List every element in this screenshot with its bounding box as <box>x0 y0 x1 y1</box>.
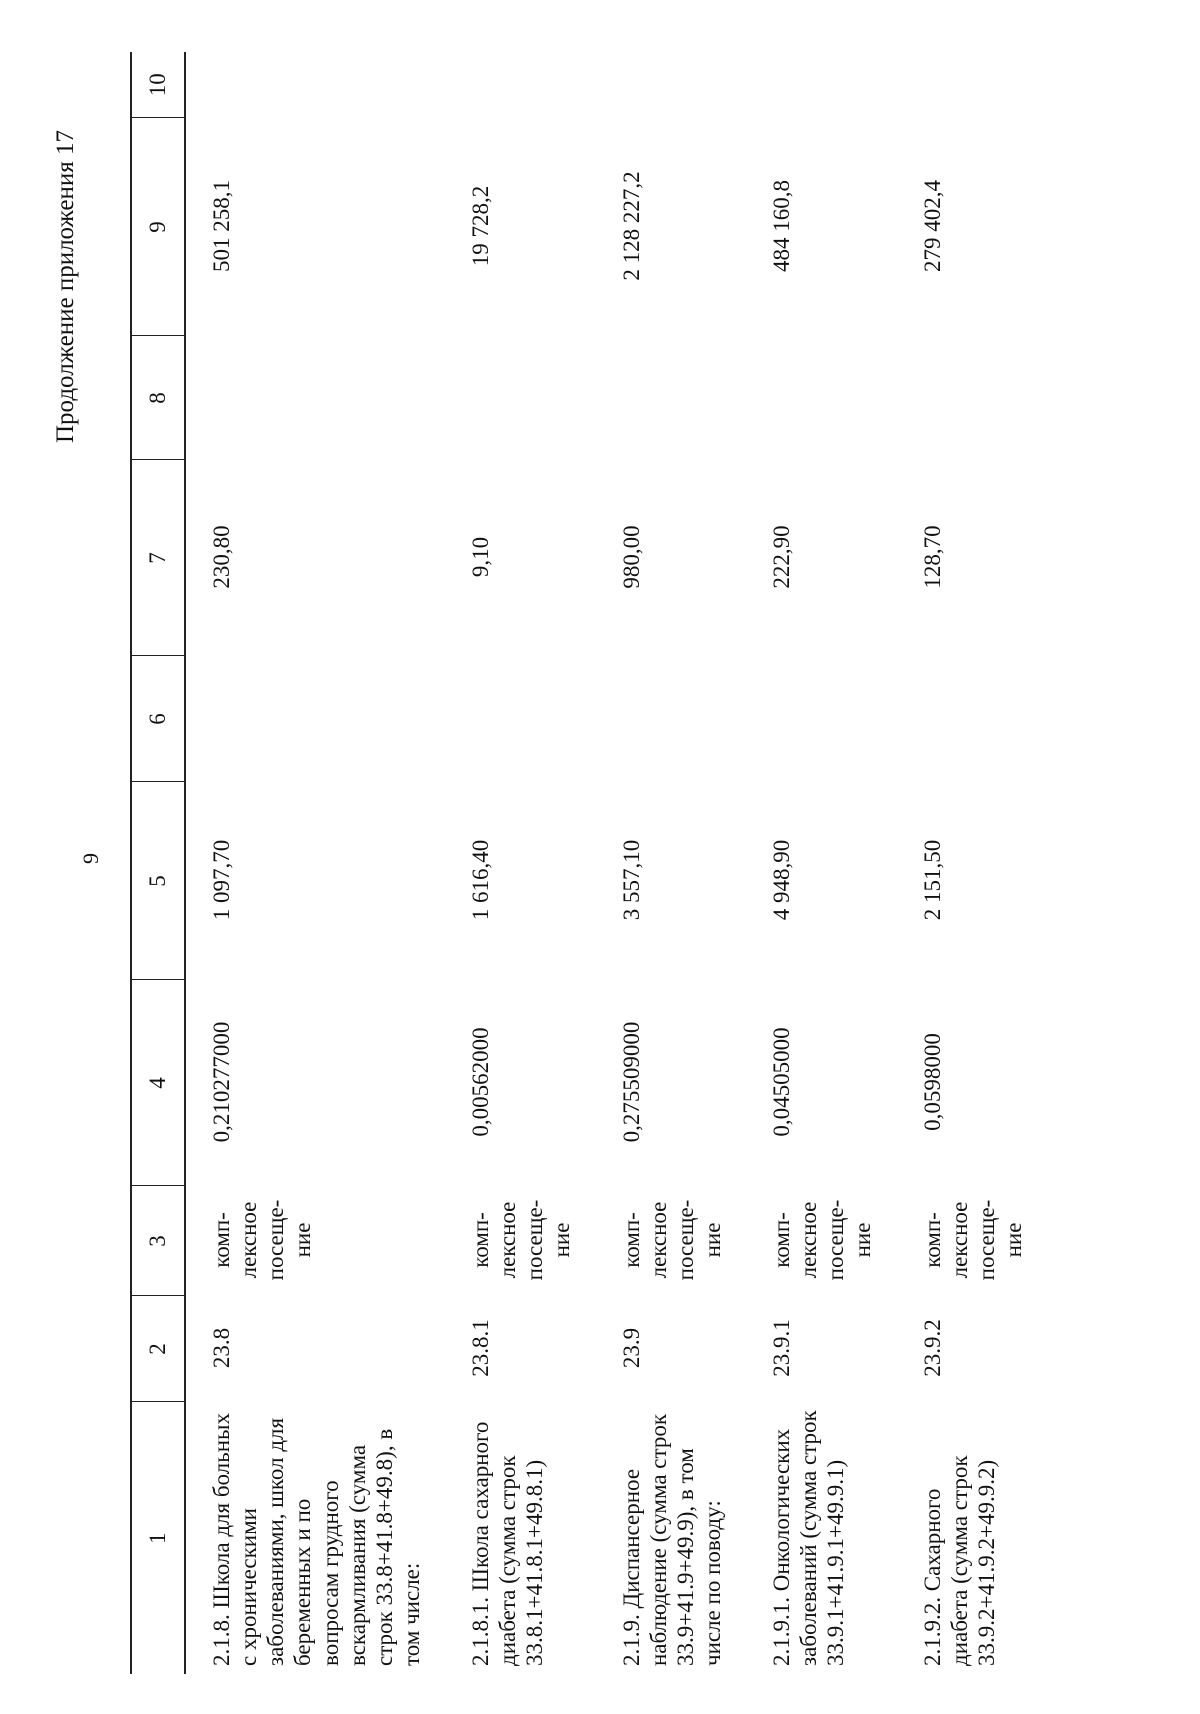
cell-col7: 128,70 <box>919 525 945 589</box>
cell-col4: 0,275509000 <box>618 1021 644 1143</box>
cell-col8 <box>445 336 596 460</box>
row-name: 2.1.9. Диспансерное наблюдение (сумма строк 33.9+41.9+49.9), в том числе по поводу: <box>618 1413 725 1666</box>
cell-col9: 279 402,4 <box>919 180 945 272</box>
col-header-9: 9 <box>131 118 185 336</box>
table-row <box>185 52 445 1674</box>
unit-line: комп- <box>618 1212 644 1268</box>
row-name: 2.1.8. Школа для больных с хроническими заболеваниями, школ для беременных и по вопросам грудного вскармливания (сумма строк 33.8+41.8+49.8), в том числе: <box>209 1413 424 1666</box>
col-header-10: 10 <box>131 52 185 118</box>
row-number: 23.9.1 <box>769 1319 794 1377</box>
continuation-caption: Продолжение приложения 17 <box>52 130 79 444</box>
row-unit <box>185 1186 445 1296</box>
cell-col5: 1 097,70 <box>209 839 234 921</box>
col-header-5: 5 <box>131 782 185 980</box>
cell-col8 <box>897 336 1048 460</box>
cell-col5: 3 557,10 <box>618 839 644 921</box>
table-row <box>596 52 747 1674</box>
unit-line: лексное <box>236 1201 262 1279</box>
unit-line: комп- <box>769 1212 794 1268</box>
cell-col7: 230,80 <box>209 525 234 589</box>
cell-col9: 19 728,2 <box>468 185 493 267</box>
table-row <box>746 52 897 1674</box>
cell-col4: 0,0598000 <box>919 1033 945 1131</box>
unit-line: лексное <box>796 1201 822 1279</box>
cell-col9: 501 258,1 <box>209 180 234 272</box>
unit-line: лексное <box>495 1201 521 1279</box>
cell-col5: 2 151,50 <box>919 839 945 921</box>
cell-col6 <box>746 656 897 782</box>
row-unit <box>897 1186 1048 1296</box>
cell-col10 <box>746 52 897 118</box>
cell-col6 <box>897 656 1048 782</box>
unit-line: ние <box>290 1222 316 1258</box>
unit-line: посеще- <box>522 1199 548 1281</box>
cell-col6 <box>185 656 445 782</box>
row-name: 2.1.9.1. Онкологических заболеваний (сумма строк 33.9.1+41.9.1+49.9.1) <box>769 1410 849 1666</box>
cell-col8 <box>746 336 897 460</box>
col-header-4: 4 <box>131 980 185 1186</box>
unit-line: лексное <box>946 1201 972 1279</box>
col-header-8: 8 <box>131 336 185 460</box>
cell-col10 <box>445 52 596 118</box>
page-number: 9 <box>78 853 103 864</box>
row-number: 23.8.1 <box>468 1319 493 1377</box>
unit-line: посеще- <box>263 1199 289 1281</box>
cell-col9: 484 160,8 <box>769 180 794 272</box>
unit-line: ние <box>549 1222 575 1258</box>
unit-line: посеще- <box>672 1199 698 1281</box>
cell-col7: 980,00 <box>618 525 644 589</box>
cell-col10 <box>897 52 1048 118</box>
unit-line: посеще- <box>823 1199 849 1281</box>
col-header-2: 2 <box>131 1296 185 1402</box>
cell-col4: 0,04505000 <box>769 1027 794 1137</box>
unit-line: посеще- <box>973 1199 999 1281</box>
unit-line: ние <box>699 1222 725 1258</box>
row-number: 23.9 <box>618 1327 644 1369</box>
unit-line: лексное <box>645 1201 671 1279</box>
cell-col4: 0,210277000 <box>209 1021 234 1143</box>
cell-col8 <box>596 336 747 460</box>
row-unit <box>746 1186 897 1296</box>
cell-col6 <box>445 656 596 782</box>
data-table <box>130 52 1047 1674</box>
unit-line: комп- <box>209 1212 234 1268</box>
cell-col7: 222,90 <box>769 525 794 589</box>
cell-col10 <box>596 52 747 118</box>
table-row <box>445 52 596 1674</box>
cell-col9: 2 128 227,2 <box>618 171 644 281</box>
unit-line: комп- <box>919 1212 945 1268</box>
row-unit <box>596 1186 747 1296</box>
table-row <box>897 52 1048 1674</box>
unit-line: ние <box>850 1222 876 1258</box>
row-name: 2.1.8.1. Школа сахарного диабета (сумма строк 33.8.1+41.8.1+49.8.1) <box>468 1421 548 1666</box>
unit-line: комп- <box>468 1212 493 1268</box>
col-header-7: 7 <box>131 460 185 656</box>
unit-line: ние <box>1000 1222 1026 1258</box>
row-number: 23.8 <box>209 1327 234 1369</box>
row-number: 23.9.2 <box>919 1319 945 1377</box>
col-header-3: 3 <box>131 1186 185 1296</box>
cell-col10 <box>185 52 445 118</box>
cell-col6 <box>596 656 747 782</box>
header-row <box>131 52 185 1674</box>
cell-col5: 4 948,90 <box>769 839 794 921</box>
row-name: 2.1.9.2. Сахарного диабета (сумма строк 33.9.2+41.9.2+49.9.2) <box>919 1455 999 1666</box>
col-header-6: 6 <box>131 656 185 782</box>
cell-col4: 0,00562000 <box>468 1027 493 1137</box>
row-unit <box>445 1186 596 1296</box>
cell-col7: 9,10 <box>468 536 493 578</box>
cell-col8 <box>185 336 445 460</box>
cell-col5: 1 616,40 <box>468 839 493 921</box>
col-header-1: 1 <box>131 1402 185 1674</box>
